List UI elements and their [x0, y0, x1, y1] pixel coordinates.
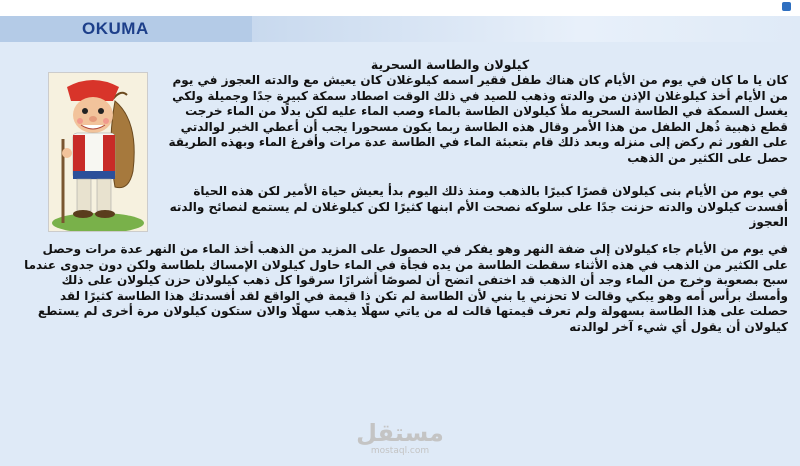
story-title: كيلولان والطاسة السحرية [370, 57, 530, 72]
watermark-logo-text: مستقل [356, 419, 444, 447]
story-paragraph-3: في يوم من الأيام جاء كيلولان إلى ضفة النهر وهو يفكر في الحصول على المزيد من الذهب أخذ الماء من النهر عدة مرات وحصل على الكثير من الذهب في هذه الأثناء سقطت الطاسة من يده فجأة في الماء حاول كيلولان الإمساك بلطاسة ولكن دون جدوى عندما سبح بصعوبة وخرج من الماء وجد أن الذهب قد اختفى اتضح أن لصوصًا أشرارًا سرقوا كل ذهب كيلولان حزن كيلولان على ذلك وأمسك برأس أمه وهو يبكي وقالت لا تحزني يا بني لأن الطاسة لم تكن ذا قيمة في الواقع لقد أفسدتك هذا الطاسة كثيرًا لقد حصلت على هذا الطاسة بسهولة ولم تعرف قيمتها قالت له من ياتي سهلًا يذهب سهلًا والان ستكون كيلولان مرة أخرى لم يستطع كيلولان أن يقول أي شيء آخر لوالدته [24, 242, 788, 334]
watermark-url: mostaql.com [370, 446, 430, 456]
boy-with-sack-illustration [48, 72, 148, 232]
brand-bar-fade [252, 16, 800, 42]
story-paragraph-1: كان يا ما كان في يوم من الأيام كان هناك طفل فقير اسمه كيلوغلان كان يعيش مع والدته العجوز في يوم من الأيام أخذ كيلوغلان الإذن من والدته وذهب للصيد في ذلك الوقت اصطاد سمكة كبيرة جدًا وجميلة ولكي يغسل السمكة في الطاسة السحريه ملأ كيلولان الطاسة بالماء وصب الماء عليه لكن بدلًا من الماء خرجت قطع ذهبية ذُهل الطفل من هذا الأمر وقال هذه الطاسة ربما يكون مسحورا يجب أن أعطي الخبر لوالدتي على الفور ثم ركض إلى منزله وبعد ذلك قام بتعبئة الماء في الطاسة عدة مرات وأفرغ الماء وبهذه الطريقة حصل على الكثير من الذهب [168, 73, 788, 165]
blue-square-icon [782, 2, 791, 11]
top-strip [0, 0, 800, 16]
brand-logo-text: OKUMA [82, 19, 149, 38]
story-page [0, 42, 800, 466]
story-paragraph-2: في يوم من الأيام بنى كيلولان قصرًا كبيرًا بالذهب ومنذ ذلك اليوم بدأ يعيش حياة الأمير لكن هذه الحياة أفسدت كيلولان والدته حزنت جدًا على سلوكه نصحت الأم ابنها كثيرًا لكن كيلوغلان لم يستمع لنصائح والدته العجوز [169, 184, 788, 230]
mostaql-watermark [352, 420, 448, 456]
header-banner [0, 16, 800, 42]
